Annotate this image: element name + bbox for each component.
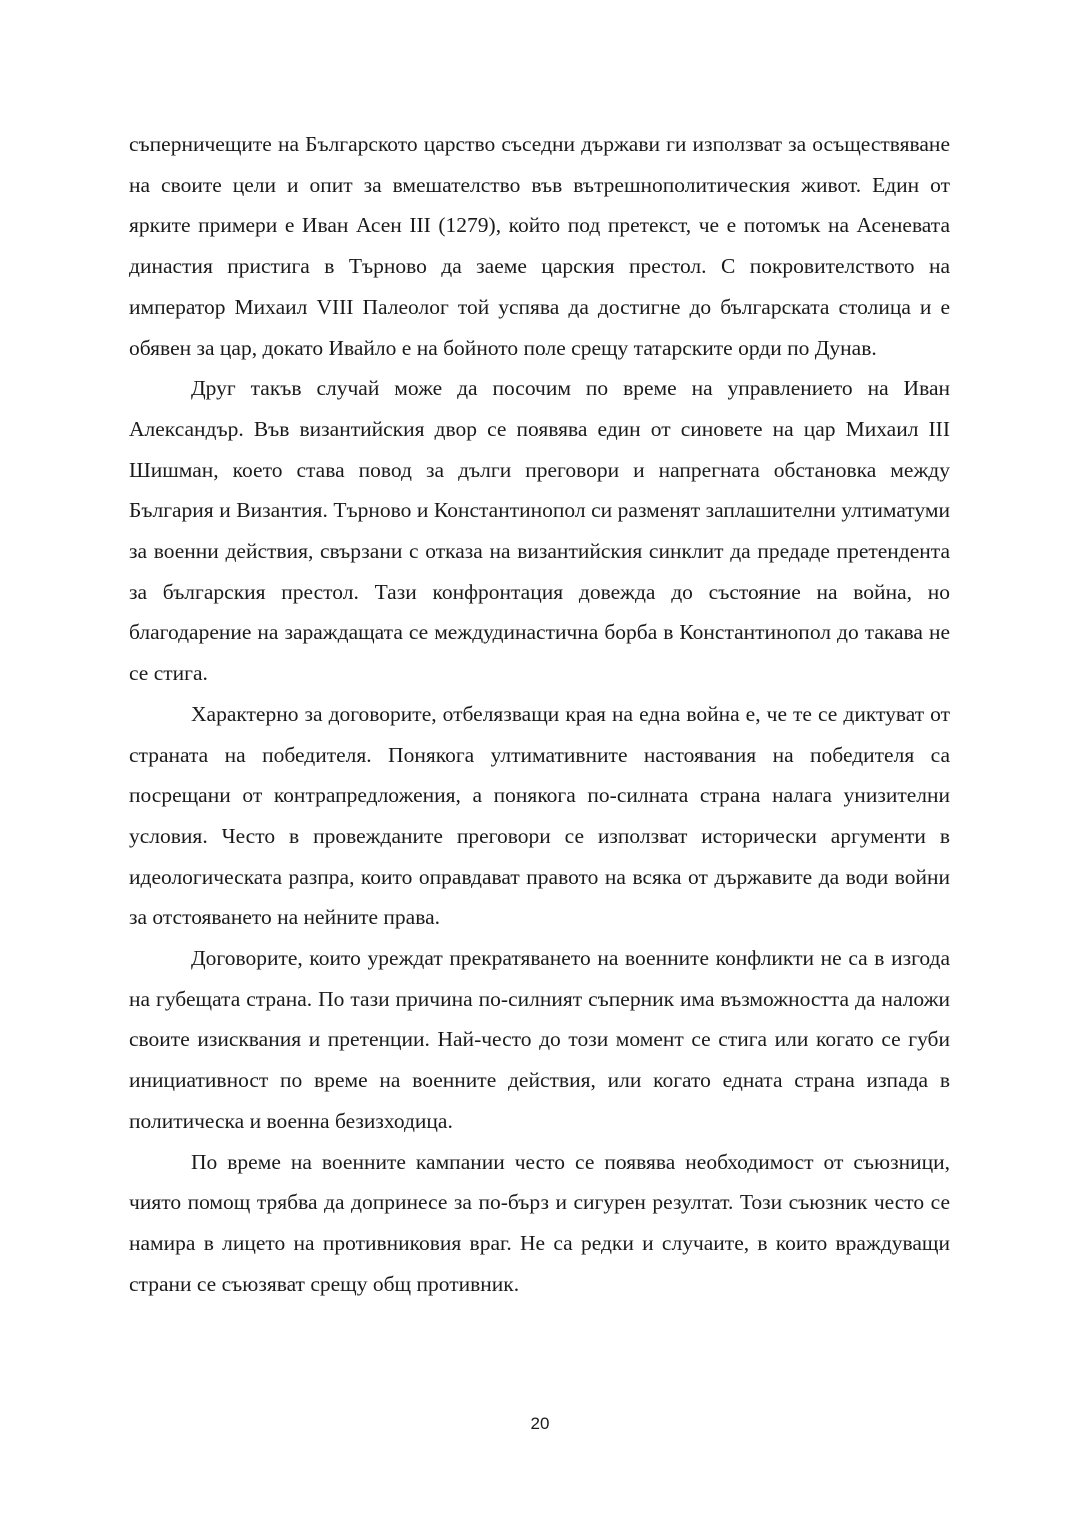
body-text [129,124,950,1304]
paragraph: Договорите, които уреждат прекратяването на военните конфликти не са в изгода на губещата страна. По тази причина по-силният съперник има възможността да наложи своите изисквания и претенции. Най-често до този момент се стига или когато се губи инициативност по време на военните действия, или когато едната страна изпада в политическа и военна безизходица. [129,946,950,1133]
paragraph-continuation: съперничещите на Българското царство съседни държави ги използват за осъществяване на своите цели и опит за вмешателство във вътрешнополитическия живот. Един от ярките примери е Иван Асен III (1279), който под претекст, че е потомък на Асеневата династия пристига в Търново да заеме царския престол. С покровителството на император Михаил VIII Палеолог той успява да достигне до българската столица и е обявен за цар, докато Ивайло е на бойното поле срещу татарските орди по Дунав. [129,132,950,360]
paragraph: Характерно за договорите, отбелязващи края на една война е, че те се диктуват от страната на победителя. Понякога ултимативните настоявания на победителя са посрещани от контрапредложения, а понякога по-силната страна налага унизителни условия. Често в провежданите преговори се използват исторически аргументи в идеологическата разпра, които оправдават правото на всяка от държавите да води войни за отстояването на нейните права. [129,701,950,930]
page-number: 20 [530,1414,550,1433]
paragraph: По време на военните кампании често се появява необходимост от съюзници, чиято помощ трябва да допринесе за по-бърз и сигурен резултат. Този съюзник често се намира в лицето на противниковия враг. Не са редки и случаите, в които враждуващи страни се съюзяват срещу общ противник. [129,1149,950,1296]
paragraph: Друг такъв случай може да посочим по време на управлението на Иван Александър. Във византийския двор се появява един от синовете на цар Михаил III Шишман, което става повод за дълги преговори и напрегната обстановка между България и Византия. Търново и Константинопол си разменят заплашителни ултиматуми за военни действия, свързани с отказа на византийския синклит да предаде претендента за българския престол. Тази конфронтация довежда до състояние на война, но благодарение на зараждащата се междудинастична борба в Константинопол до такава не се стига. [129,376,950,686]
